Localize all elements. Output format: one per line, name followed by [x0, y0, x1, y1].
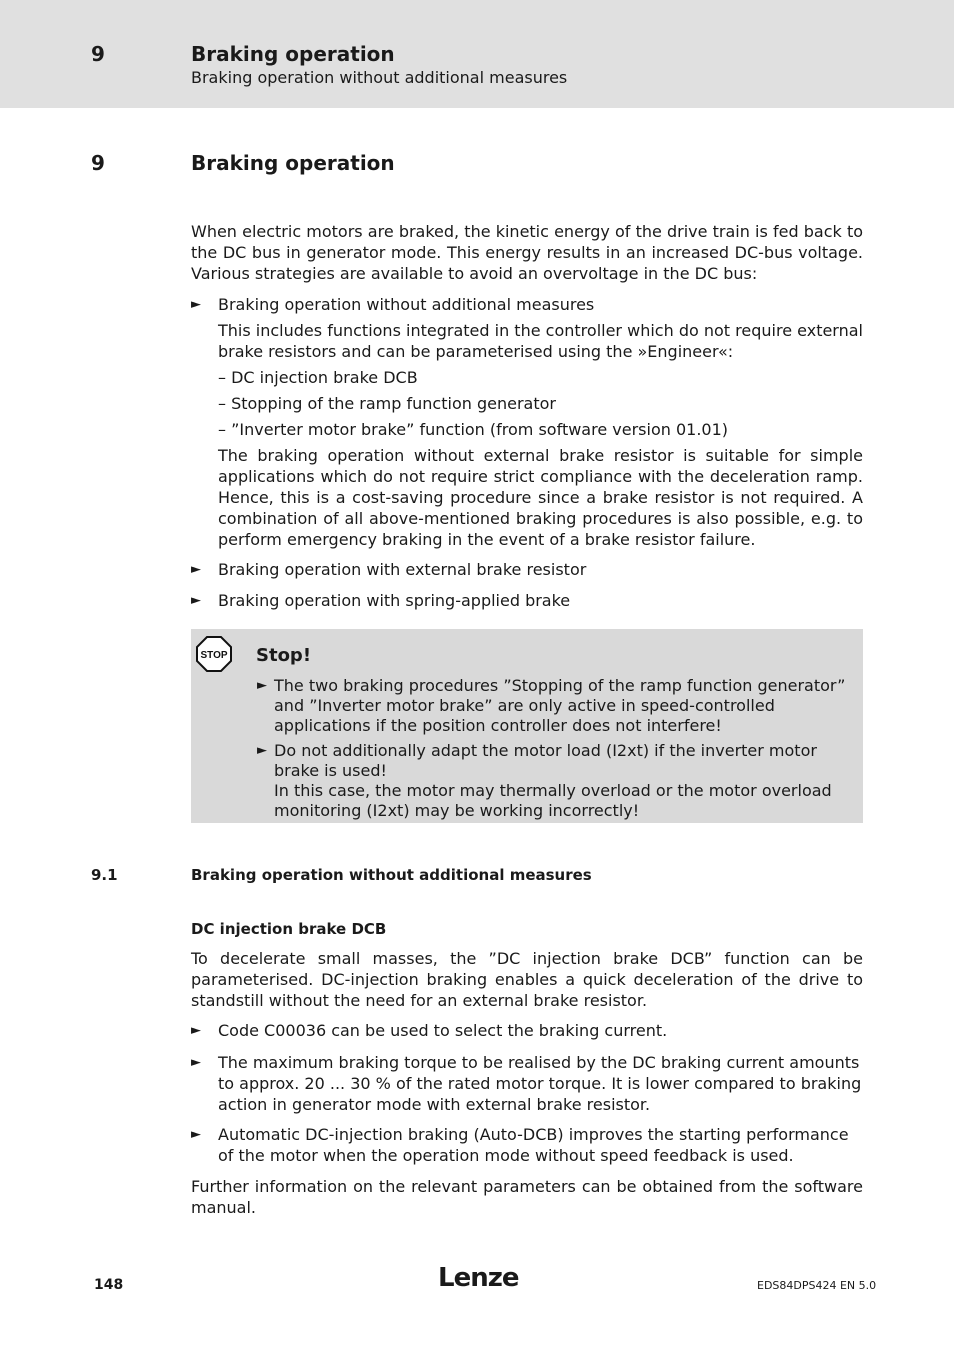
- bullet-arrow-icon: ►: [191, 297, 201, 312]
- section-paragraph: To decelerate small masses, the ”DC injection brake DCB” function can be parameterised. DC-injection braking enables a quick deceleration of the drive to standstill without the need for an external brake resistor.: [191, 949, 863, 1010]
- bullet-arrow-icon: ►: [191, 1127, 201, 1142]
- bullet-text: Braking operation without additional measures: [218, 295, 595, 314]
- bullet-item: [191, 1020, 863, 1041]
- stop-item: [257, 676, 857, 736]
- subheading: DC injection brake DCB: [191, 920, 387, 938]
- bullet-arrow-icon: ►: [257, 743, 267, 758]
- bullet-item: [191, 590, 863, 611]
- chapter-title: Braking operation: [191, 151, 395, 175]
- bullet-description: This includes functions integrated in the controller which do not require external brake resistors and can be parameterised using the »Engineer«:: [218, 321, 863, 361]
- stop-item-text-continued: In this case, the motor may thermally overload or the motor overload monitoring (I2xt) may be working incorrectly!: [274, 781, 832, 820]
- chapter-number: 9: [91, 151, 105, 175]
- bullet-text: Braking operation with spring-applied brake: [218, 591, 571, 610]
- stop-item: [257, 741, 857, 821]
- bullet-item: [191, 294, 863, 315]
- svg-text:STOP: STOP: [200, 650, 228, 661]
- bullet-arrow-icon: ►: [191, 1055, 201, 1070]
- dash-item: – ”Inverter motor brake” function (from software version 01.01): [218, 420, 728, 439]
- bullet-arrow-icon: ►: [191, 593, 201, 608]
- header-chapter-number: 9: [91, 42, 105, 66]
- header-subtitle: Braking operation without additional measures: [191, 68, 568, 87]
- header-chapter-title: Braking operation: [191, 42, 395, 66]
- stop-sign-icon: [196, 636, 232, 672]
- bullet-arrow-icon: ►: [191, 1023, 201, 1038]
- bullet-text: The maximum braking torque to be realised by the DC braking current amounts to approx. 20 ... 30 % of the rated motor torque. It is lower compared to braking action in generator mode with external brake resistor.: [218, 1053, 862, 1114]
- section-title: Braking operation without additional measures: [191, 866, 592, 884]
- intro-paragraph: When electric motors are braked, the kinetic energy of the drive train is fed back to the DC bus in generator mode. This energy results in an increased DC-bus voltage. Various strategies are available to avoid an overvoltage in the DC bus:: [191, 222, 863, 283]
- bullet-arrow-icon: ►: [257, 678, 267, 693]
- lenze-logo: Lenze: [438, 1263, 519, 1293]
- bullet-note: The braking operation without external brake resistor is suitable for simple applications which do not require strict compliance with the deceleration ramp. Hence, this is a cost-saving procedure since a brake resistor is not required. A combination of all above-mentioned braking procedures is also possible, e.g. to perform emergency braking in the event of a brake resistor failure.: [218, 446, 863, 549]
- bullet-item: [191, 559, 863, 580]
- bullet-item: [191, 1124, 863, 1166]
- bullet-text: Code C00036 can be used to select the braking current.: [218, 1021, 668, 1040]
- bullet-item: [191, 1052, 863, 1115]
- document-id: EDS84DPS424 EN 5.0: [757, 1279, 877, 1292]
- closing-paragraph: Further information on the relevant parameters can be obtained from the software manual.: [191, 1177, 863, 1217]
- section-number: 9.1: [91, 866, 118, 884]
- stop-item-text: Do not additionally adapt the motor load (I2xt) if the inverter motor brake is used!: [274, 741, 817, 780]
- stop-title: Stop!: [256, 645, 312, 666]
- bullet-text: Braking operation with external brake resistor: [218, 560, 587, 579]
- bullet-arrow-icon: ►: [191, 562, 201, 577]
- page-header: [0, 0, 954, 108]
- page-number: 148: [94, 1277, 124, 1293]
- dash-item: – Stopping of the ramp function generator: [218, 394, 556, 413]
- dash-item: – DC injection brake DCB: [218, 368, 418, 387]
- stop-item-text: The two braking procedures ”Stopping of the ramp function generator” and ”Inverter motor brake” are only active in speed-controlled applications if the position controller does not interfere!: [274, 676, 846, 735]
- bullet-text: Automatic DC-injection braking (Auto-DCB) improves the starting performance of the motor when the operation mode without speed feedback is used.: [218, 1125, 849, 1165]
